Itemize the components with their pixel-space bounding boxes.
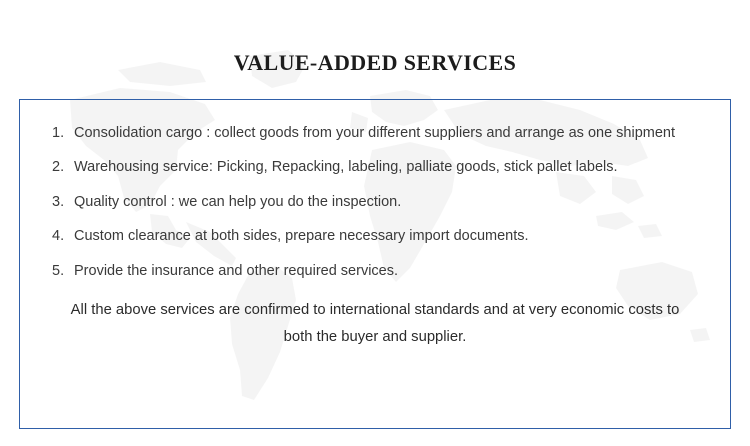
list-item xyxy=(34,225,716,248)
list-item-text: Quality control : we can help you do the inspection. xyxy=(74,193,402,210)
list-item-number: 4. xyxy=(52,228,65,245)
list-item-number: 1. xyxy=(52,125,65,141)
list-item-number: 5. xyxy=(52,262,65,279)
page-title: VALUE-ADDED SERVICES xyxy=(233,50,517,75)
list-item xyxy=(34,156,716,179)
value-added-services-box xyxy=(19,99,731,429)
list-item xyxy=(34,260,716,283)
list-item xyxy=(34,191,716,214)
closing-statement: All the above services are confirmed to international standards and at very economic costs to both the buyer and supplier. xyxy=(70,302,680,346)
list-item-text: Custom clearance at both sides, prepare necessary import documents. xyxy=(74,228,529,245)
list-item-text: Consolidation cargo : collect goods from your different suppliers and arrange as one shipment xyxy=(74,125,676,141)
list-item-text: Warehousing service: Picking, Repacking, labeling, palliate goods, stick pallet labels. xyxy=(74,159,618,176)
list-item-number: 3. xyxy=(52,193,65,210)
services-list xyxy=(34,122,716,283)
list-item xyxy=(34,122,716,145)
list-item-number: 2. xyxy=(52,159,65,176)
list-item-text: Provide the insurance and other required services. xyxy=(74,262,399,279)
